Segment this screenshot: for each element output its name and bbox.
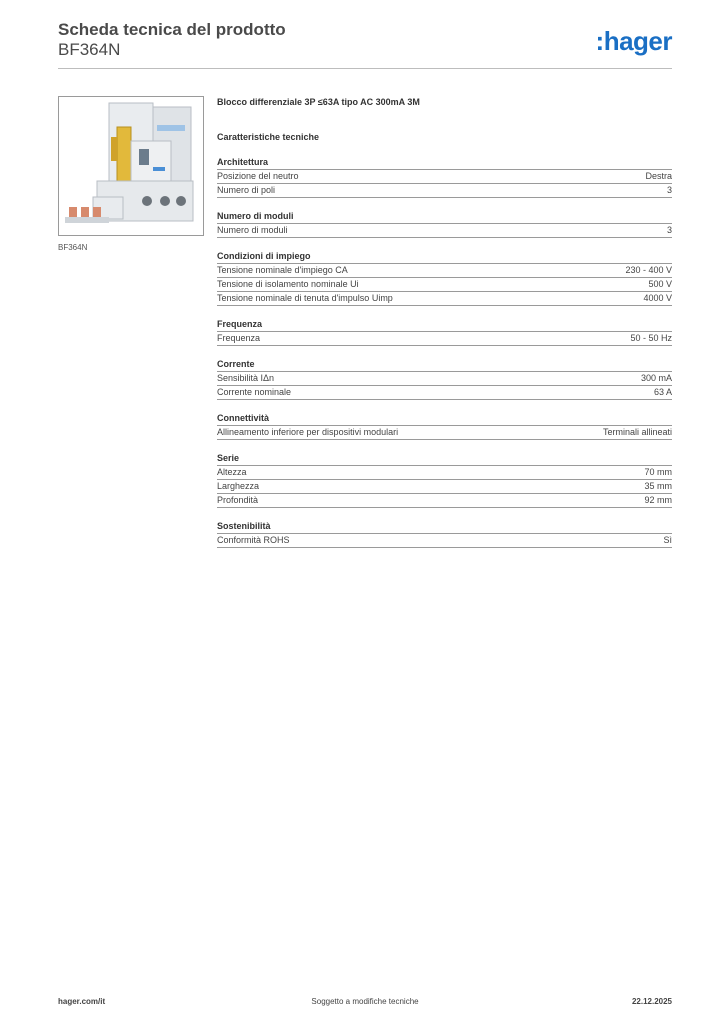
section-title: Frequenza: [217, 318, 672, 332]
spec-label: Altezza: [217, 467, 247, 477]
spec-value: 4000 V: [643, 293, 672, 303]
spec-row: [217, 292, 672, 306]
image-caption: BF364N: [58, 243, 88, 252]
spec-label: Tensione nominale di tenuta d'impulso Uimp: [217, 293, 393, 303]
spec-label: Numero di poli: [217, 185, 276, 195]
spec-value: 63 A: [653, 387, 672, 397]
spec-label: Tensione di isolamento nominale Ui: [217, 279, 359, 289]
spec-section: [217, 358, 672, 400]
spec-label: Sensibilità IΔn: [217, 373, 275, 383]
spec-section: [217, 250, 672, 306]
page-title: Scheda tecnica del prodotto: [58, 20, 286, 39]
spec-sections: [217, 156, 672, 548]
product-description: Blocco differenziale 3P ≤63A tipo AC 300mA 3M: [217, 97, 420, 107]
spec-value: 50 - 50 Hz: [630, 333, 672, 343]
spec-row: [217, 184, 672, 198]
spec-label: Larghezza: [217, 481, 260, 491]
spec-value: Destra: [645, 171, 672, 181]
spec-label: Conformità ROHS: [217, 535, 290, 545]
specs-panel: [217, 95, 672, 548]
spec-row: [217, 494, 672, 508]
spec-label: Posizione del neutro: [217, 171, 299, 181]
spec-value: Sì: [663, 535, 672, 545]
section-title: Serie: [217, 452, 672, 466]
footer-website: hager.com/it: [58, 997, 106, 1006]
section-title: Architettura: [217, 156, 672, 170]
section-title: Connettività: [217, 412, 672, 426]
document-header: [58, 20, 286, 60]
product-image: [58, 96, 204, 236]
spec-label: Frequenza: [217, 333, 261, 343]
spec-value: Terminali allineati: [602, 427, 672, 437]
header-divider: [58, 68, 672, 69]
spec-row: [217, 278, 672, 292]
spec-value: 3: [666, 185, 672, 195]
spec-value: 70 mm: [644, 467, 672, 477]
section-title: Numero di moduli: [217, 210, 672, 224]
spec-row: [217, 466, 672, 480]
spec-value: 35 mm: [644, 481, 672, 491]
hager-logo: :hager: [595, 26, 672, 56]
section-title: Corrente: [217, 358, 672, 372]
spec-row: [217, 480, 672, 494]
spec-label: Corrente nominale: [217, 387, 292, 397]
spec-label: Profondità: [217, 495, 259, 505]
spec-row: [217, 534, 672, 548]
spec-label: Allineamento inferiore per dispositivi modulari: [217, 427, 399, 437]
footer-note: Soggetto a modifiche tecniche: [311, 997, 419, 1006]
product-code: BF364N: [58, 40, 121, 59]
spec-row: [217, 426, 672, 440]
spec-section: [217, 156, 672, 198]
section-title: Condizioni di impiego: [217, 250, 672, 264]
spec-row: [217, 332, 672, 346]
spec-section: [217, 520, 672, 548]
spec-section: [217, 412, 672, 440]
spec-row: [217, 170, 672, 184]
spec-value: 230 - 400 V: [625, 265, 672, 275]
spec-row: [217, 264, 672, 278]
spec-value: 500 V: [648, 279, 672, 289]
section-title: Sostenibilità: [217, 520, 672, 534]
spec-row: [217, 224, 672, 238]
spec-label: Numero di moduli: [217, 225, 288, 235]
spec-value: 92 mm: [644, 495, 672, 505]
spec-section: [217, 318, 672, 346]
footer-date: 22.12.2025: [631, 997, 672, 1006]
spec-label: Tensione nominale d'impiego CA: [217, 265, 348, 275]
spec-row: [217, 372, 672, 386]
spec-section: [217, 452, 672, 508]
spec-value: 3: [666, 225, 672, 235]
tech-characteristics-heading: Caratteristiche tecniche: [217, 132, 320, 142]
spec-value: 300 mA: [640, 373, 672, 383]
spec-section: [217, 210, 672, 238]
spec-row: [217, 386, 672, 400]
product-illustration-icon: [59, 97, 203, 235]
